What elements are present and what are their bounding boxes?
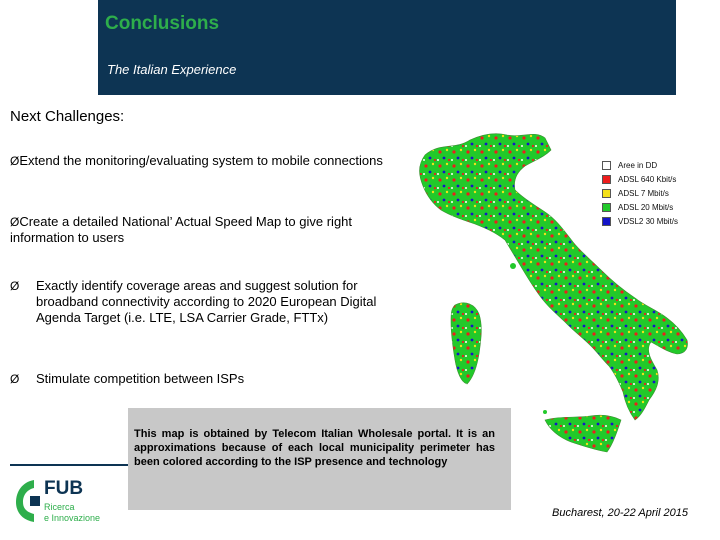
legend-item (602, 202, 673, 213)
legend-item (602, 216, 678, 227)
map-legend (598, 158, 710, 232)
logo-tagline (44, 502, 100, 524)
arrow-bullet-icon: Ø (10, 372, 20, 386)
legend-label: ADSL 640 Kbit/s (618, 175, 677, 184)
footer-event: Bucharest, 20-22 April 2015 (552, 507, 688, 519)
slide-header (98, 0, 676, 95)
arrow-bullet-icon: Ø (10, 215, 20, 229)
bullet-item (10, 371, 390, 387)
legend-label: VDSL2 30 Mbit/s (618, 217, 679, 226)
legend-label: ADSL 20 Mbit/s (618, 203, 674, 212)
legend-item (602, 188, 669, 199)
fub-logo (12, 472, 122, 532)
legend-item (602, 174, 676, 185)
section-heading: Next Challenges: (10, 108, 125, 125)
fub-logo-mark-icon (12, 476, 42, 524)
bullet-text: Exactly identify coverage areas and suggest solution for broadband connectivity according to 2020 European Digital Agenda Target (i.e. LTE, LSA Carrier Grade, FTTx) (36, 278, 377, 325)
arrow-bullet-icon: Ø (10, 279, 20, 293)
logo-tagline-line: e Innovazione (44, 513, 101, 523)
map-note-text: This map is obtained by Telecom Italian Wholesale portal. It is an approximations because of each local municipality perimeter has been colored according to the ISP presence and technology (134, 428, 495, 468)
bullet-item (10, 214, 390, 246)
logo-wordmark: FUB (44, 478, 84, 499)
sardinia-region (451, 303, 481, 384)
bullet-text: Stimulate competition between ISPs (36, 371, 245, 386)
sicily-region (545, 415, 621, 452)
legend-swatch (602, 189, 611, 198)
legend-item (602, 160, 657, 171)
legend-swatch (602, 217, 611, 226)
bullet-text: Extend the monitoring/evaluating system to mobile connections (19, 153, 383, 168)
bullet-item (10, 153, 390, 169)
legend-swatch (602, 175, 611, 184)
arrow-bullet-icon: Ø (10, 154, 20, 168)
logo-tagline-line: Ricerca (44, 502, 75, 512)
bullet-item (10, 278, 390, 326)
legend-swatch (602, 203, 611, 212)
legend-label: ADSL 7 Mbit/s (618, 189, 669, 198)
map-note-box (128, 408, 511, 510)
legend-label: Aree in DD (618, 161, 658, 170)
footer-divider (10, 464, 128, 466)
bullet-text: Create a detailed National’ Actual Speed Map to give right information to users (10, 214, 353, 245)
slide-subtitle: The Italian Experience (107, 62, 237, 77)
legend-swatch (602, 161, 611, 170)
slide-title: Conclusions (105, 13, 220, 34)
